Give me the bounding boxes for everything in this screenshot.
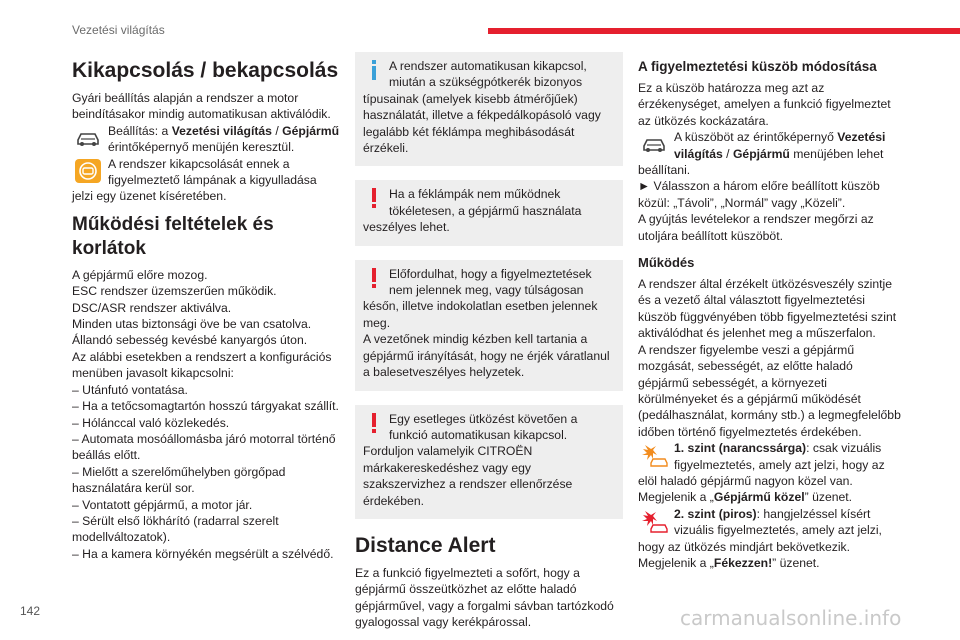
car-settings-icon [72, 124, 104, 152]
info-box [355, 52, 623, 166]
heading-distance-alert: Distance Alert [355, 533, 496, 557]
level-1-row [638, 440, 906, 489]
heading-operation: Működés [638, 255, 695, 271]
condition-item: DSC/ASR rendszer aktiválva. [72, 300, 232, 315]
threshold-menu-vehicle: Gépjármű [732, 146, 790, 161]
condition-item: Az alábbi esetekben a rendszert a konfigurációs menüben javasolt kikapcsolni: [72, 349, 332, 381]
level-2-label: 2. szint (piros) [674, 506, 757, 521]
condition-item: – Mielőtt a szerelőműhelyben görgőpad használatára kerül sor. [72, 464, 286, 496]
settings-menu-vehicle: Gépjármű [282, 123, 340, 138]
column-3 [638, 52, 906, 571]
column-2 [355, 52, 623, 631]
warning-text-brake-lights: Ha a féklámpák nem működnek tökéletesen, a gépjármű használata veszélyes lehet. [363, 187, 582, 235]
off-indicator-text: A rendszer kikapcsolását ennek a figyelmeztető lámpának a kigyulladása jelzi egy üzenet kíséretében. [72, 156, 317, 204]
level-2-msg-c: ” üzenet. [772, 555, 820, 570]
operation-paragraph-2: A rendszer figyelembe veszi a gépjármű mozgását, sebességét, az előtte haladó gépjármű sebességét, a környezeti körülményeket és a gépjármű működését (pedálhasználat, kormány stb.) a legmegfelelőbb időben történő figyelmeztetés érdekében. [638, 342, 901, 439]
settings-row [72, 123, 340, 156]
threshold-settings-row [638, 129, 906, 178]
car-settings-icon [638, 130, 670, 158]
level-2-msg-a: Megjelenik a „ [638, 555, 714, 570]
level-1-text: : csak vizuális figyelmeztetés, amely azt jelzi, hogy az elöl haladó gépjármű nagyon közel van. [638, 441, 885, 488]
level-1-label: 1. szint (narancssárga) [674, 441, 807, 456]
settings-menu-driving-lighting: Vezetési világítás [171, 123, 272, 138]
level-1-message: Gépjármű közel [713, 490, 805, 505]
threshold-saved: A gyújtás levételekor a rendszer megőrzi az utoljára beállított küszöböt. [638, 212, 874, 243]
condition-item: – Vontatott gépjármű, a motor jár. [72, 497, 253, 512]
warning-icon [363, 266, 385, 294]
settings-text-a: Beállítás: a [108, 123, 172, 138]
level-2-message: Fékezzen! [713, 555, 773, 570]
condition-item: Állandó sebesség kevésbé kanyargós úton. [72, 333, 308, 348]
condition-item: ESC rendszer üzemszerűen működik. [72, 284, 277, 299]
conditions-list [72, 267, 340, 562]
level-2-text: : hangjelzéssel kísért vizuális figyelmeztetés, amely azt jelzi, hogy az ütközés mindjárt bekövetkezik. [638, 506, 882, 554]
settings-text-sep: / [271, 123, 283, 138]
heading-threshold: A figyelmeztetési küszöb módosítása [638, 59, 877, 74]
info-box-text: A rendszer automatikusan kikapcsol, miután a szükségpótkerék bizonyos típusainak (amelyek kisebb átmérőjűek) használatát, illetve a fékpedálkopásoló vagy legalább két féklámpa meghibásodását érzékeli. [363, 59, 601, 156]
level-1-msg-a: Megjelenik a „ [638, 490, 714, 505]
section-header: Vezetési világítás [72, 23, 165, 37]
warning-box-collision [355, 405, 623, 519]
heading-conditions: Működési feltételek és korlátok [72, 213, 274, 259]
paragraph-default: Gyári beállítás alapján a rendszer a motor beindításakor mindig automatikusan aktiválódik. [72, 91, 331, 122]
watermark: carmanualsonline.info [680, 606, 902, 630]
warning-text-driver-control: A vezetőnek mindig kézben kell tartania a gépjármű irányítását, hogy ne érjék váratlanul a balesetveszélyes helyzetek. [363, 332, 610, 380]
level-1-msg-c: ” üzenet. [804, 490, 853, 505]
collision-alert-orange-icon [638, 441, 670, 469]
threshold-menu-driving-lighting: Vezetési világítás [674, 130, 886, 161]
condition-item: – Automata mosóállomásba járó motorral történő beállás előtt. [72, 431, 336, 463]
distance-alert-description: Ez a funkció figyelmezteti a sofőrt, hogy a gépjármű összeütközhet az előtte haladó gépjárművel, vagy a forgalmi sávban tartózkodó gyalogossal vagy kerékpárossal. [355, 565, 614, 630]
heading-on-off: Kikapcsolás / bekapcsolás [72, 59, 339, 82]
condition-item: A gépjármű előre mozog. [72, 267, 208, 282]
collision-alert-red-icon [638, 507, 670, 535]
warning-text-collision: Egy esetleges ütközést követően a funkció automatikusan kikapcsol. Forduljon valamelyik CITROËN márkakereskedéshez vagy egy szakszervizhez a rendszer ellenőrzése érdekében. [363, 411, 578, 508]
condition-item: – Hólánccal való közlekedés. [72, 415, 230, 430]
condition-item: Minden utas biztonsági öve be van csatolva. [72, 317, 312, 332]
condition-item: – Ha a tetőcsomagtartón hosszú tárgyakat szállít. [72, 399, 339, 414]
settings-text-e: érintőképernyő menüjén keresztül. [108, 140, 295, 155]
page-number: 142 [20, 604, 41, 618]
header-accent-bar [488, 28, 960, 34]
warning-icon [363, 411, 385, 439]
warning-text-alerts: Előfordulhat, hogy a figyelmeztetések nem jelennek meg, vagy túlságosan későn, illetve indokolatlan esetben jelennek meg. [363, 266, 598, 330]
warning-box-brake-lights [355, 180, 623, 245]
warning-box-alerts [355, 260, 623, 391]
column-1 [72, 52, 340, 562]
distance-alert-lamp-icon [72, 157, 104, 185]
warning-icon [363, 186, 385, 214]
threshold-settings-text-e: menüjében lehet beállítani. [638, 146, 884, 178]
operation-paragraph-1: A rendszer által érzékelt ütközésveszély szintje és a vezető által választott figyelmeztetési küszöb függvényében több figyelmeztetési szint aktiválódhat és jelenhet meg a műszerfalon. [638, 277, 897, 341]
off-indicator-row [72, 156, 340, 205]
level-2-row [638, 506, 906, 555]
threshold-settings-sep: / [722, 146, 733, 161]
threshold-step: ► Válasszon a három előre beállított küszöb közül: „Távoli”, „Normál” vagy „Közeli”. [638, 179, 880, 210]
threshold-description: Ez a küszöb határozza meg azt az érzékenységet, amelyen a funkció figyelmeztet az ütközés kockázatára. [638, 81, 891, 128]
info-icon [363, 58, 385, 86]
condition-item: – Sérült első lökhárító (radarral szerelt modellváltozatok). [72, 513, 279, 545]
condition-item: – Ha a kamera környékén megsérült a szélvédő. [72, 546, 334, 561]
condition-item: – Utánfutó vontatása. [72, 382, 188, 397]
threshold-settings-text-a: A küszöböt az érintőképernyő [674, 130, 838, 145]
